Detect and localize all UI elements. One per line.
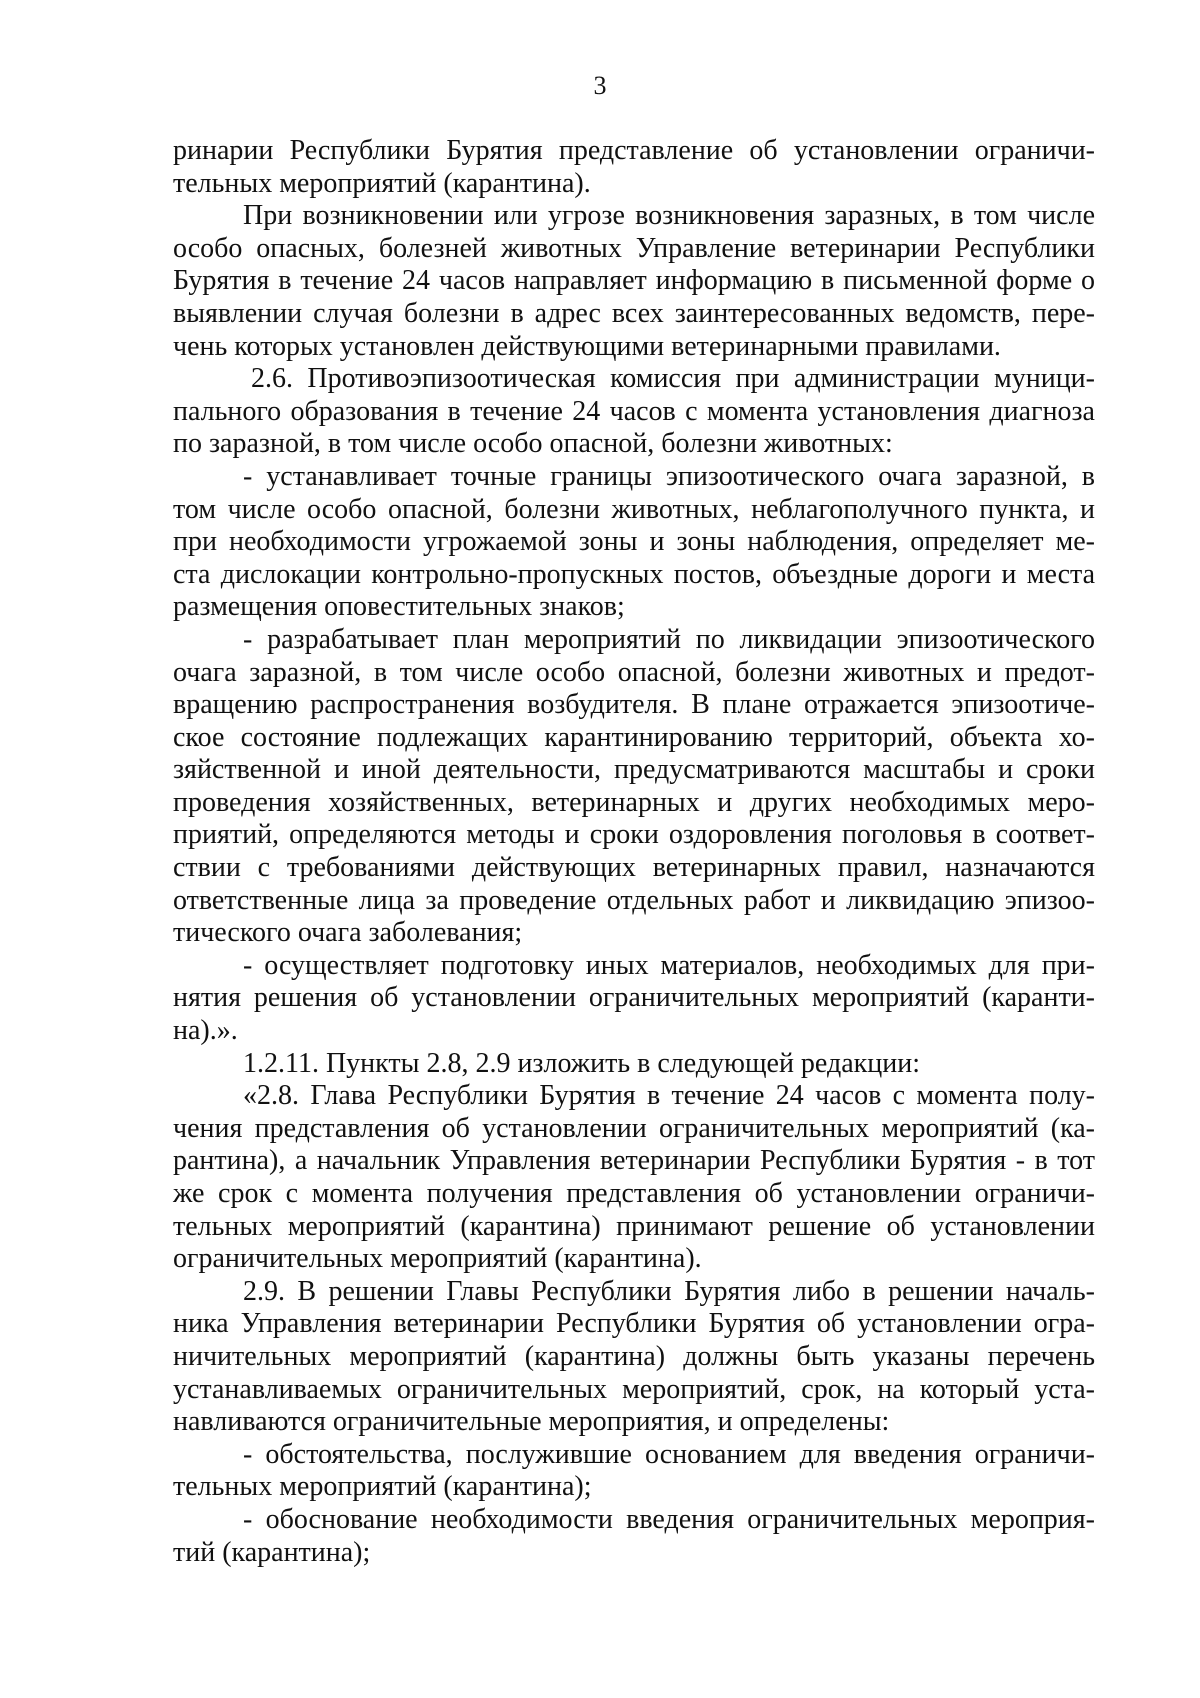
text-line: 2.9. В решении Главы Республики Бурятия либо в решении началь- xyxy=(243,1275,1095,1307)
text-line: рантина), а начальник Управления ветеринарии Республики Бурятия - в тот xyxy=(173,1145,1095,1177)
text-line: тий (карантина); xyxy=(173,1536,371,1568)
text-line: проведения хозяйственных, ветеринарных и других необходимых меро- xyxy=(173,786,1095,818)
text-line: особо опасных, болезней животных Управление ветеринарии Республики xyxy=(173,232,1095,264)
paragraph-clause-1-2-11 xyxy=(173,1048,1095,1081)
text-line: - осуществляет подготовку иных материалов, необходимых для при- xyxy=(243,949,1095,981)
text-line: чень которых установлен действующими ветеринарными правилами. xyxy=(173,330,1001,362)
text-line: ское состояние подлежащих карантинированию территорий, объекта хо- xyxy=(173,721,1095,753)
text-line: тельных мероприятий (карантина). xyxy=(173,167,591,199)
text-line: тельных мероприятий (карантина) принимают решение об установлении xyxy=(173,1210,1095,1242)
text-line: тического очага заболевания; xyxy=(173,917,523,949)
text-line: ограничительных мероприятий (карантина). xyxy=(173,1243,702,1275)
text-line: 1.2.11. Пункты 2.8, 2.9 изложить в следующей редакции: xyxy=(243,1047,920,1079)
text-line: по заразной, в том числе особо опасной, болезни животных: xyxy=(173,428,893,460)
page-number: 3 xyxy=(593,71,607,100)
paragraph-clause-2-8 xyxy=(173,1080,1095,1276)
text-line: вращению распространения возбудителя. В плане отражается эпизоотиче- xyxy=(173,689,1095,721)
paragraph-list-item-circumstances xyxy=(173,1439,1095,1504)
text-line: ста дислокации контрольно-пропускных постов, объездные дороги и места xyxy=(173,558,1095,590)
text-line: - устанавливает точные границы эпизоотического очага заразной, в xyxy=(243,460,1095,492)
paragraph-clause-2-6 xyxy=(173,363,1095,461)
text-line: устанавливаемых ограничительных мероприятий, срок, на который уста- xyxy=(173,1373,1095,1405)
text-line: навливаются ограничительные мероприятия, и определены: xyxy=(173,1406,890,1438)
text-line: очага заразной, в том числе особо опасной, болезни животных и предот- xyxy=(173,656,1095,688)
text-line: ника Управления ветеринарии Республики Бурятия об установлении огра- xyxy=(173,1308,1095,1340)
text-line: ответственные лица за проведение отдельных работ и ликвидацию эпизоо- xyxy=(173,884,1095,916)
text-line: чения представления об установлении ограничительных мероприятий (ка- xyxy=(173,1112,1095,1144)
text-line: - разрабатывает план мероприятий по ликвидации эпизоотического xyxy=(243,623,1095,655)
text-line: при необходимости угрожаемой зоны и зоны наблюдения, определяет ме- xyxy=(173,526,1095,558)
text-line: размещения оповестительных знаков; xyxy=(173,591,625,623)
text-line: нятия решения об установлении ограничительных мероприятий (каранти- xyxy=(173,982,1095,1014)
paragraph-clause-2-9 xyxy=(173,1276,1095,1439)
text-line: Бурятия в течение 24 часов направляет информацию в письменной форме о xyxy=(173,265,1095,297)
text-line: том числе особо опасной, болезни животных, неблагополучного пункта, и xyxy=(173,493,1095,525)
text-line: же срок с момента получения представления об установлении ограничи- xyxy=(173,1178,1095,1209)
text-line: ничительных мероприятий (карантина) должны быть указаны перечень xyxy=(173,1340,1095,1372)
text-line: ринарии Республики Бурятия представление об установлении ограничи- xyxy=(173,135,1095,166)
document-body xyxy=(173,135,1095,1569)
text-line: - обстоятельства, послужившие основанием для введения ограничи- xyxy=(243,1438,1095,1470)
text-line: При возникновении или угрозе возникновения заразных, в том числе xyxy=(243,200,1095,232)
text-line: - обоснование необходимости введения ограничительных мероприя- xyxy=(243,1503,1095,1535)
paragraph-list-item-justification xyxy=(173,1504,1095,1569)
paragraph-list-item-materials xyxy=(173,950,1095,1048)
paragraph-list-item-boundaries xyxy=(173,461,1095,624)
text-line: приятий, определяются методы и сроки оздоровления поголовья в соответ- xyxy=(173,819,1095,851)
text-line: зяйственной и иной деятельности, предусматриваются масштабы и сроки xyxy=(173,754,1095,786)
text-line: «2.8. Глава Республики Бурятия в течение 24 часов с момента полу- xyxy=(243,1080,1095,1112)
paragraph-list-item-plan xyxy=(173,624,1095,950)
paragraph-continuation xyxy=(173,135,1095,200)
text-line: на).». xyxy=(173,1015,238,1047)
text-line: выявлении случая болезни в адрес всех заинтересованных ведомств, пере- xyxy=(173,297,1095,329)
text-line: ствии с требованиями действующих ветеринарных правил, назначаются xyxy=(173,852,1095,884)
text-line: тельных мероприятий (карантина); xyxy=(173,1471,592,1503)
text-line: пального образования в течение 24 часов с момента установления диагноза xyxy=(173,395,1095,427)
paragraph-outbreak-notification xyxy=(173,200,1095,363)
text-line: 2.6. Противоэпизоотическая комиссия при администрации муници- xyxy=(251,363,1095,395)
